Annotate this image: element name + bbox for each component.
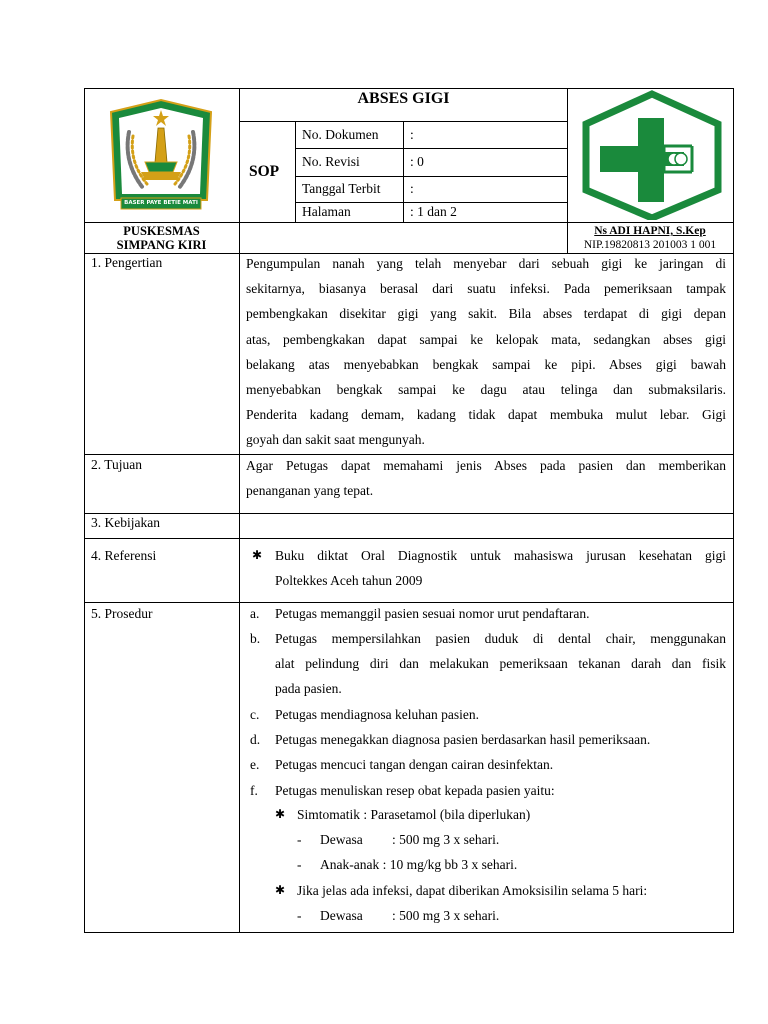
section-label-kebijakan: 3. Kebijakan xyxy=(91,515,160,530)
title-row-line xyxy=(239,121,568,122)
text-line: Poltekkes Aceh tahun 2009 xyxy=(275,573,423,589)
list-marker: f. xyxy=(250,783,258,798)
text-line: Penderita kadang demam, kadang tidak dapat membuka mulut lebar. Gigi xyxy=(246,407,726,423)
row-line xyxy=(84,513,734,514)
revision-label: No. Revisi xyxy=(302,154,360,169)
field-divider xyxy=(403,121,404,222)
text-line: menyebabkan bengkak sampai ke dagu atau telinga dan submaksilaris. xyxy=(246,381,726,397)
text-line: Pengumpulan nanah yang telah menyebar dari sebuah gigi ke jaringan di xyxy=(246,256,726,271)
logo-banner-text: BASER PAYE BETIE MATI xyxy=(124,200,198,206)
dose-label: Dewasa xyxy=(320,908,363,923)
text-line: goyah dan sakit saat mengunyah. xyxy=(246,432,425,448)
signer-name: Ns ADI HAPNI, S.Kep xyxy=(594,225,706,237)
list-marker: a. xyxy=(250,606,260,621)
column-divider xyxy=(239,88,240,933)
revision-value: : 0 xyxy=(410,154,424,169)
text-line: pada pasien. xyxy=(275,681,342,697)
sop-divider xyxy=(295,121,296,222)
field-line xyxy=(295,202,568,203)
org-name-line2: SIMPANG KIRI xyxy=(116,238,207,252)
dash-marker: - xyxy=(297,908,302,923)
list-item xyxy=(275,626,726,702)
table-border-left xyxy=(84,88,85,933)
list-marker: d. xyxy=(250,732,261,747)
bullet-star-icon: ✱ xyxy=(275,883,286,897)
field-line xyxy=(295,148,568,149)
doc-number-label: No. Dokumen xyxy=(302,127,379,142)
section-label-tujuan: 2. Tujuan xyxy=(91,457,143,472)
bullet-star-icon: ✱ xyxy=(275,807,286,821)
header-bottom-line xyxy=(84,222,734,223)
regency-logo xyxy=(103,92,219,217)
list-item: Petugas memanggil pasien sesuai nomor urut pendaftaran. xyxy=(275,606,590,621)
list-marker: b. xyxy=(250,631,261,646)
list-item: Petugas mencuci tangan dengan cairan desinfektan. xyxy=(275,757,554,772)
tujuan-text xyxy=(246,453,726,503)
org-name-line1: PUSKESMAS xyxy=(123,224,200,238)
text-line: belakang atas menyebabkan bengkak sampai ke pipi. Abses gigi bawah xyxy=(246,356,726,372)
dash-marker: - xyxy=(297,857,302,872)
list-item: Petugas menegakkan diagnosa pasien berdasarkan hasil pemeriksaan. xyxy=(275,732,651,747)
list-item: Petugas menuliskan resep obat kepada pasien yaitu: xyxy=(275,783,555,798)
issue-date-value: : xyxy=(410,181,414,196)
bullet-star-icon: ✱ xyxy=(252,548,263,562)
page-label: Halaman xyxy=(302,204,351,219)
section-label-referensi: 4. Referensi xyxy=(91,548,157,563)
text-line: atas, pembengkakan dapat sampai ke kelopak mata, sedangkan abses gigi xyxy=(246,331,726,347)
list-marker: c. xyxy=(250,707,260,722)
sub-item: Simtomatik : Parasetamol (bila diperlukan) xyxy=(297,807,531,822)
list-marker: e. xyxy=(250,757,260,772)
sop-label: SOP xyxy=(249,163,280,180)
table-border-bottom xyxy=(84,932,734,933)
dose-label: Dewasa xyxy=(320,832,363,847)
page-value: : 1 dan 2 xyxy=(410,204,457,219)
section-label-pengertian: 1. Pengertian xyxy=(91,255,163,270)
text-line: pembengkakan disekitar gigi yang sakit. Bila abses terdapat di gigi depan xyxy=(246,306,726,322)
page-title: ABSES GIGI xyxy=(357,90,450,107)
dose-text: Anak-anak : 10 mg/kg bb 3 x sehari. xyxy=(320,857,518,872)
field-line xyxy=(295,176,568,177)
issue-date-label: Tanggal Terbit xyxy=(302,181,381,196)
text-line: sekitarnya, biasanya berasal dari suatu infeksi. Pada pemeriksaan tampak xyxy=(246,281,726,297)
row-line xyxy=(84,602,734,603)
puskesmas-logo xyxy=(580,90,724,220)
text-line: Agar Petugas dapat memahami jenis Abses pada pasien dan memberikan xyxy=(246,458,726,473)
text-line: alat pelindung diri dan melakukan pemeriksaan tekanan darah dan fisik xyxy=(275,656,726,672)
sub-item: Jika jelas ada infeksi, dapat diberikan Amoksisilin selama 5 hari: xyxy=(297,883,648,898)
section-label-prosedur: 5. Prosedur xyxy=(91,606,153,621)
dash-marker: - xyxy=(297,832,302,847)
text-line: penanganan yang tepat. xyxy=(246,483,374,499)
text-line: Buku diktat Oral Diagnostik untuk mahasiswa jurusan kesehatan gigi xyxy=(275,548,726,563)
text-line: Petugas mempersilahkan pasien duduk di dental chair, menggunakan xyxy=(275,631,726,646)
list-item: Petugas mendiagnosa keluhan pasien. xyxy=(275,707,479,722)
table-border-top xyxy=(84,88,734,89)
referensi-text xyxy=(275,543,726,593)
doc-number-value: : xyxy=(410,127,414,142)
table-border-right xyxy=(733,88,734,933)
dose-value: : 500 mg 3 x sehari. xyxy=(392,908,500,923)
row-line xyxy=(84,538,734,539)
dose-value: : 500 mg 3 x sehari. xyxy=(392,832,500,847)
signer-nip: NIP.19820813 201003 1 001 xyxy=(583,239,717,251)
pengertian-text xyxy=(246,251,726,453)
